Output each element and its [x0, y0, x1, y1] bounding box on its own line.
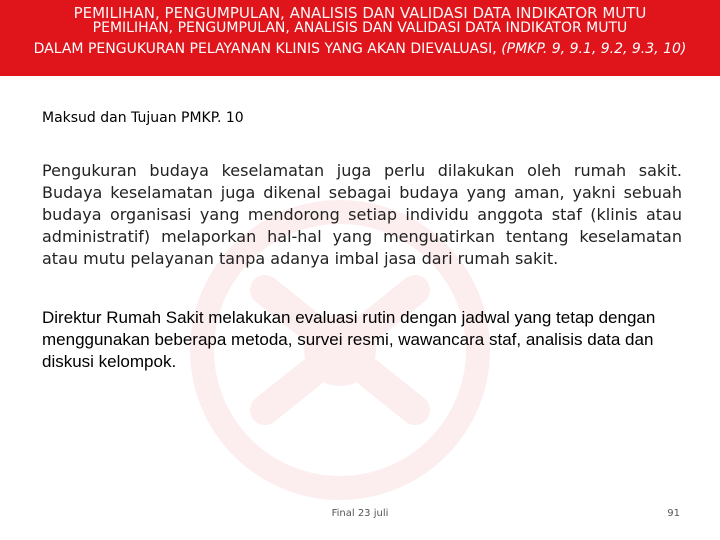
slide-title-text: DALAM PENGUKURAN PELAYANAN KLINIS YANG AKAN DIEVALUASI,	[33, 41, 502, 57]
footer-label: Final 23 juli	[331, 508, 389, 519]
body-paragraph-1: Pengukuran budaya keselamatan juga perlu dilakukan oleh rumah sakit. Budaya keselamatan juga dikenal sebagai budaya yang aman, yakni sebuah budaya organisasi yang mendorong setiap individu anggota staf (klinis atau administratif) melaporkan hal-hal yang menguatirkan tentang keselamatan atau mutu pelayanan tanpa adanya imbal jasa dari rumah sakit.	[42, 161, 682, 268]
section-title: Maksud dan Tujuan PMKP. 10	[42, 110, 244, 126]
slide-header	[0, 0, 720, 76]
slide-title	[8, 18, 712, 60]
page-number: 91	[667, 508, 680, 519]
header-overlap-title: PEMILIHAN, PENGUMPULAN, ANALISIS DAN VALIDASI DATA INDIKATOR MUTU	[73, 4, 647, 22]
body-paragraph-2: Direktur Rumah Sakit melakukan evaluasi rutin dengan jadwal yang tetap dengan menggunakan beberapa metoda, survei resmi, wawancara staf, analisis data dan diskusi kelompok.	[42, 308, 656, 371]
slide-title-line1: PEMILIHAN, PENGUMPULAN, ANALISIS DAN VALIDASI DATA INDIKATOR MUTU	[92, 20, 628, 36]
slide-title-line2	[8, 39, 712, 60]
slide-title-reference: (PMKP. 9, 9.1, 9.2, 9.3, 10)	[501, 41, 687, 57]
